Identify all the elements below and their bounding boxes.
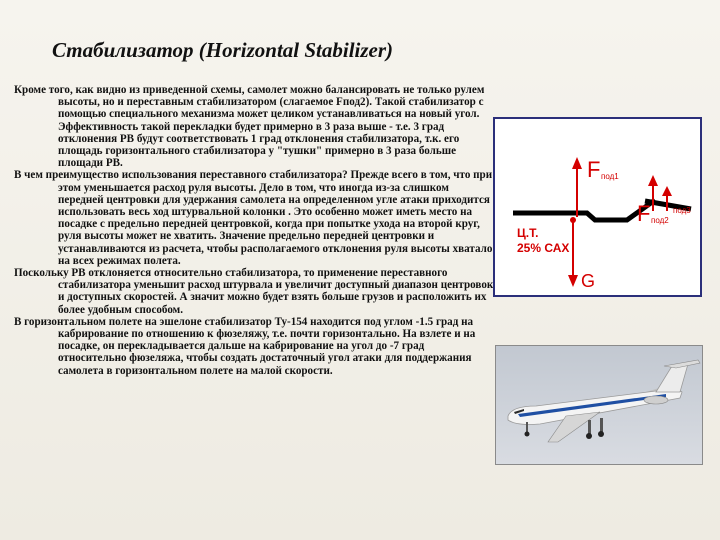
landing-gear-nose xyxy=(526,422,528,432)
cg-label-line1: Ц.Т. xyxy=(517,226,539,240)
landing-gear-main-2 xyxy=(600,418,603,432)
f-pod1-letter: F xyxy=(587,157,601,182)
aircraft-photo xyxy=(495,345,703,465)
g-label: G xyxy=(581,271,596,291)
cg-label-line2: 25% САХ xyxy=(517,241,570,255)
force-diagram xyxy=(493,117,702,297)
slide-title: Стабилизатор (Horizontal Stabilizer) xyxy=(52,38,394,62)
paragraph-2: В чем преимущество использования переставного стабилизатора? Прежде всего в том, что при этом уменьшается расход руля высоты. Дело в том, что иногда из-за слишком передней центровки для удержания самолета на определенном угле атаки приходится использовать весь ход штурвальной колонки . Это особенно может иметь место на посадке с предельно передней центровкой, когда при попытке ухода на второй круг, руля высоты может не хватить. Значение предельно передней центровки и устанавливаются из расчета, чтобы располагаемого отклонения руля высоты хватало на всех режимах полета. xyxy=(14,169,493,267)
paragraph-4: В горизонтальном полете на эшелоне стабилизатор Ту-154 находится под углом -1.5 град на кабрирование по отношению к фюзеляжу, т.е. почти горизонтально. На взлете и на посадке, он перекладывается дальше на кабрирование на угол до -7 град относительно фюзеляжа, чтобы создать достаточный угол атаки для поддержания самолета в горизонтальном полете на малой скорости. xyxy=(14,315,476,377)
f-pod3-subscript: под3 xyxy=(673,206,691,215)
paragraph-3: Поскольку РВ отклоняется относительно стабилизатора, то применение переставного стабилизатора уменьшит расход штурвала и увеличит доступный диапазон центровок и доступных скоростей. А значит можно будет взять больше грузов и расположить их более удобным способом. xyxy=(14,267,494,316)
paragraph-1: Кроме того, как видно из приведенной схемы, самолет можно балансировать не только рулем высоты, но и переставным стабилизатором (слагаемое Fпод2). Такой стабилизатор с помощью специального механизма может целиком устанавливаться на новый угол. Эффективность такой перекладки будет примерно в 3 раза выше - т.е. 3 град отклонения РВ будут соответствовать 1 град отклонения стабилизатора, т.к. его площадь горизонтального стабилизатора у "тушки" примерно в 3 раза больше площади РВ. xyxy=(14,84,485,170)
f-pod1-subscript: под1 xyxy=(601,172,619,181)
aircraft-photo-svg xyxy=(496,346,703,465)
force-diagram-svg xyxy=(495,119,700,295)
wheel-1 xyxy=(586,433,592,439)
f-pod3-arrow-head xyxy=(662,186,672,196)
f-pod2-arrow-head xyxy=(648,175,658,186)
body-text xyxy=(14,84,494,377)
f-pod1-arrow-head xyxy=(572,157,582,169)
wing-profile xyxy=(513,200,655,220)
wheel-3 xyxy=(525,432,530,437)
engine-1 xyxy=(644,396,668,404)
f-pod2-letter: F xyxy=(637,201,651,226)
f-pod2-subscript: под2 xyxy=(651,216,669,225)
g-arrow-head xyxy=(568,275,578,287)
landing-gear-main xyxy=(588,420,591,434)
wheel-2 xyxy=(598,431,604,437)
